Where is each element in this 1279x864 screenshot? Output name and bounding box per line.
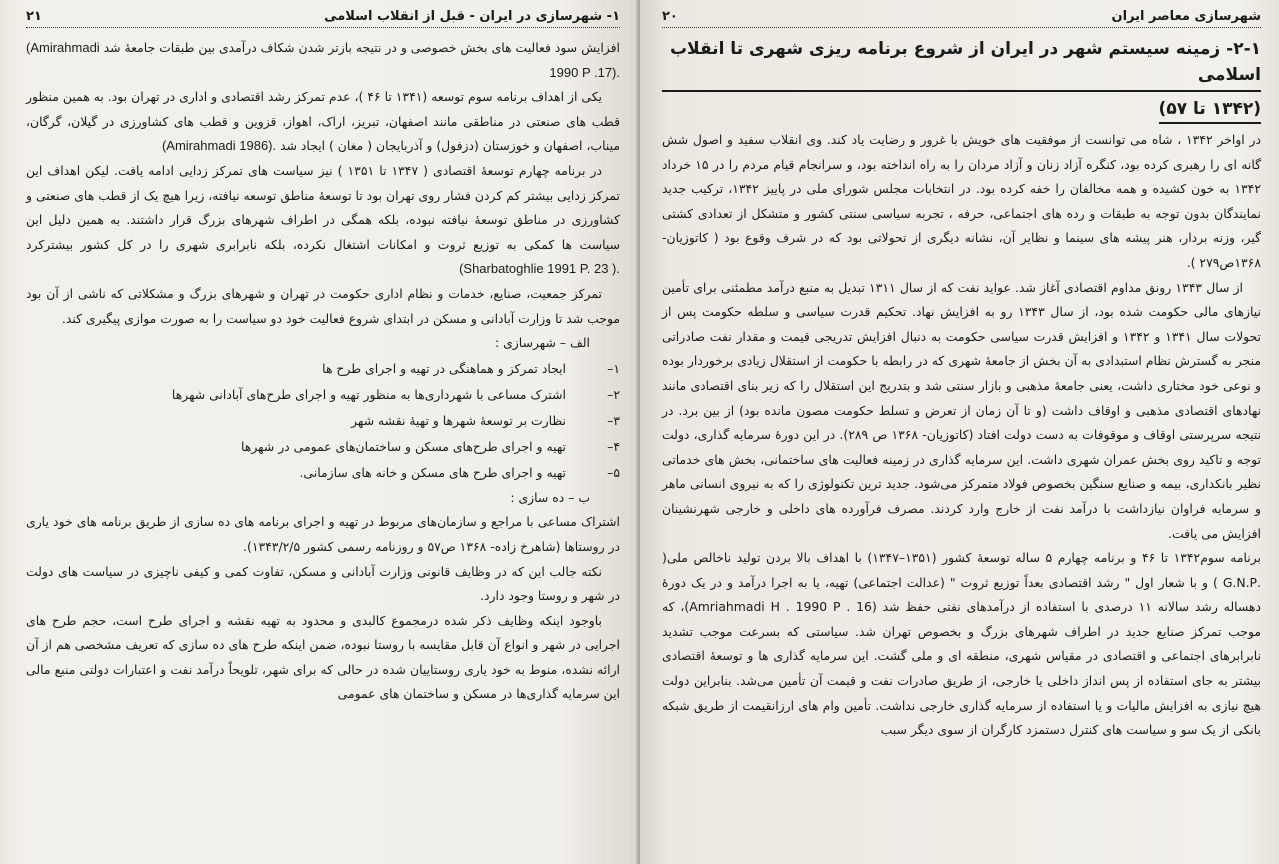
left-running-head	[26, 6, 620, 28]
right-page	[640, 0, 1279, 864]
right-paragraph-2: از سال ۱۳۴۳ رونق مداوم اقتصادی آغاز شد. عواید نفت که از سال ۱۳۱۱ تبدیل به منبع درآمد مطمئنی برای تأمین نیازهای مالی حکومت شده بود، از سال ۱۳۴۳ رو به افزایش نهاد. تحکیم قدرت سیاسی و سلطه حکومت پس از تحولات سال ۱۳۴۱ و ۱۳۴۲ و افزایش قدرت سیاسی حکومت به دنبال افزایش تدریجی قیمت و مقدار نفت صادراتی منجر به گسترش نظام استبدادی به آن بخش از جامعهٔ شهری که در رابطه با حکومت از استقلال زیادی برخوردار بوده و نوعی خود مختاری داشت، یعنی جامعهٔ مذهبی و بازار سنتی شد و بتدریج این استقلال را که زیر بنای اقتصادی مانند نهادهای اقتصادی مذهبی و اوقاف داشت (و تا آن زمان از تعرض و تسلط حکومت مصون مانده بود) از بین برد. در نتیجه سرپرستی اوقاف و موقوفات به دست دولت افتاد (کاتوزیان- ۱۳۶۸ ص ۲۸۹). در این دورهٔ سرمایه گذاری، دولت توجه و تاکید روی بخش عمران شهری داشت. این سرمایه گذاری در زمینه فعالیت های ساختمانی، بخش های خدماتی نظیر بانکداری، بیمه و صنایع سنگین بخصوص فولاد متمرکز می‌شود. جدید ترین تکنولوژی را که به نیروی انسانی ماهر و سرمایه فراوان نیازداشت با درآمد نفت از خارج وارد کردند. مصرف فرآورده های داخلی و خارجی شهرنشینان افزایش می یافت.	[662, 279, 1262, 541]
list-item-text: تهیه و اجرای طرح های مسکن و خانه های سازمانی.	[299, 464, 566, 480]
list-item	[26, 434, 620, 460]
left-paragraph-6: نکته جالب این که در وظایف قانونی وزارت آبادانی و مسکن، تفاوت کمی و کیفی ناچیزی در سیاست های دولت در شهر و روستا وجود دارد.	[26, 563, 620, 604]
left-paragraph-7: باوجود اینکه وظایف ذکر شده درمجموع کالبدی و محدود به تهیه نقشه و اجرای طرح است، حجم طرح های اجرایی در شهر و انواع آن قابل مقایسه با روستا نبوده، ضمن اینکه طرح های ده سازی که تعریف مشخصی هم از آن ارائه نشده، منوط به خود یاری روستاییان شده در حالی که برای شهر، تلویحاً درآمد نفت و اعتبارات دولتی منبع مالی این سرمایه گذاری‌ها در مسکن و ساختمان های عمومی	[26, 612, 620, 702]
list-item-text: ایجاد تمرکز و هماهنگی در تهیه و اجرای طرح ها	[322, 360, 566, 376]
section-b-heading: ب – ده سازی :	[510, 489, 590, 505]
left-paragraph-5: اشتراک مساعی با مراجع و سازمان‌های مربوط در تهیه و اجرای برنامه های ده سازی از طریق برنامه های خود یاری در روستاها (شاهرخ زاده- ۱۳۶۸ ص۵۷ و روزنامه رسمی کشور ۱۳۴۳/۲/۵).	[26, 514, 620, 554]
right-running-head	[662, 6, 1261, 28]
left-paragraph-2-citation: (Amirahmadi 1986).	[161, 138, 277, 154]
list-item-number: ۳–	[607, 412, 620, 428]
left-running-head-title: ۱- شهرسازی در ایران - قبل از انقلاب اسلامی	[324, 9, 620, 24]
left-paragraph-2	[26, 85, 620, 159]
list-item-number: ۵–	[607, 464, 620, 480]
list-item-text: تهیه و اجرای طرح‌های مسکن و ساختمان‌های عمومی در شهرها	[241, 438, 566, 454]
right-page-number: ۲۰	[662, 9, 678, 24]
list-item	[26, 460, 620, 486]
list-item-number: ۴–	[607, 438, 620, 454]
left-paragraph-2-text: یکی از اهداف برنامه سوم توسعه (۱۳۴۱ تا ۴۶ )، عدم تمرکز رشد اقتصادی و اداری در تهران بود. به همین منظور قطب های صنعتی در مناطقی مانند اصفهان، تبریز، اراک، اهواز، قزوین و قطب های کشاورزی در گیلان، گرگان، میناب، اصفهان و خوزستان (دزفول) و آذربایجان ( مغان ) ایجاد شد	[26, 89, 620, 154]
list-item-text: اشترک مساعی با شهرداری‌ها به منظور تهیه و اجرای طرح‌های آبادانی شهرها	[171, 386, 566, 402]
list-item	[26, 382, 620, 408]
left-paragraph-3-text: در برنامه چهارم توسعهٔ اقتصادی ( ۱۳۴۷ تا ۱۳۵۱ ) نیز سیاست های تمرکز زدایی ادامه یافت. لیکن اهداف این تمرکز زدایی بیشتر کم کردن فشار روی تهران بود تا توسعهٔ مناطق توسعه نیافته، زیرا هیچ یک از قطب های صنعتی و کشاورزی در مناطق توسعهٔ نیافته نبوده، بلکه همگی در اطراف شهرهای بزرگ قرار داشتند. به همین دلیل این سیاست ها کمکی به توزیع ثروت و امکانات اشتغال نکرده، بلکه نابرابری شهری را در کل کشور بیشترکرد	[26, 162, 620, 252]
left-paragraph-4: تمرکز جمعیت، صنایع، خدمات و نظام اداری حکومت در تهران و شهرهای بزرگ و مشکلاتی که ناشی از آن بود موجب شد تا وزارت آبادانی و مسکن در ابتدای شروع فعالیت خود دو سیاست را به صورت موازی پیگیری کند.	[26, 285, 620, 326]
left-paragraph-1	[26, 36, 620, 85]
section-a-heading: الف – شهرسازی :	[495, 335, 590, 351]
left-paragraph-1-citation: (Amirahmadi 1990 P .17).	[26, 40, 620, 80]
section-heading-line-1: ۲-۱- زمینه سیستم شهر در ایران از شروع برنامه ریزی شهری تا انقلاب اسلامی	[662, 36, 1261, 92]
section-heading	[662, 36, 1261, 124]
list-item	[26, 408, 620, 434]
list-item-number: ۲–	[607, 386, 620, 402]
list-item	[26, 356, 620, 382]
left-paragraph-3	[26, 159, 620, 282]
right-paragraph-3: برنامه سوم۱۳۴۲ تا ۴۶ و برنامه چهارم ۵ ساله توسعهٔ کشور (۱۳۵۱–۱۳۴۷) با اهداف بالا بردن تولید ناخالص ملی( .G.N.P ) و با شعار اول " رشد اقتصادی بعداً توزیع ثروت " (عدالت اجتماعی) تهیه، یا به اجرا درآمد و در یک دورهٔ دهساله رشد سالانه ۱۱ درصدی با استفاده از درآمدهای نفتی حفظ شد (Amriahmadi H . 1990 P . 16)، که موجب تمرکز صنایع جدید در اطراف شهرهای بزرگ و بخصوص تهران شد. سیاستی که بسرعت موجب تشدید نابرابرهای اجتماعی و اقتصادی در مقیاس شهری، منطقه ای و ملی گشت. این سرمایه گذاری ها و توسعهٔ اقتصادی بیشتر به جای استفاده از پس انداز داخلی یا خارجی، از طریق صادرات نفت و قیمت آن تأمین می‌شد. بنابراین دولت هیچ نیازی به افزایش مالیات و یا استفاده از سرمایه گذاری خارجی نداشت. تأمین وام های ارزانقیمت از طریق شبکه بانکی از یک سو و سیاست های کنترل دستمزد کارگران از سوی دیگر سبب	[662, 550, 1261, 738]
left-page-number: ۲۱	[26, 9, 42, 24]
right-running-head-title: شهرسازی معاصر ایران	[1111, 9, 1261, 24]
list-item-number: ۱–	[607, 360, 620, 376]
left-paragraph-1-text: افزایش سود فعالیت های بخش خصوصی و در نتیجه بازتر شدن شکاف درآمدی بین طبقات جامعهٔ شد	[103, 40, 620, 55]
left-paragraph-3-citation: (Sharbatoghlie 1991 P. 23 ).	[459, 261, 620, 277]
section-a-list	[26, 356, 620, 486]
section-heading-line-2: (۱۳۴۲ تا ۵۷)	[1159, 96, 1261, 124]
right-paragraph-1: در اواخر ۱۳۴۲ ، شاه می توانست از موفقیت های خویش با غرور و رضایت یاد کند. وی انقلاب سفید و اصول شش گانه ای را رهبری کرده بود، کنگره آزاد زنان و آزاد مردان را به راه انداخته بود، و سرانجام قیام مردم را در ۱۵ خرداد ۱۳۴۲ به خون کشیده و همه مخالفان را خفه کرده بود. در انتخابات مجلس شورای ملی در پاییز ۱۳۴۲، ترکیب جدید نمایندگان بدون توجه به طبقات و رده های اجتماعی، حرفه ، تجربه سیاسی سنتی کشور و متشکل از تعدادی کشتی گیر، وزنه بردار، هنر پیشه های سینما و نظایر آن، نشانه دیگری از تحولاتی بود که در شرف وقوع بود ( کاتوزیان- ۱۳۶۸ص۲۷۹ ).	[662, 132, 1261, 270]
list-item-text: نظارت بر توسعهٔ شهرها و تهیهٔ نقشه شهر	[351, 412, 566, 428]
